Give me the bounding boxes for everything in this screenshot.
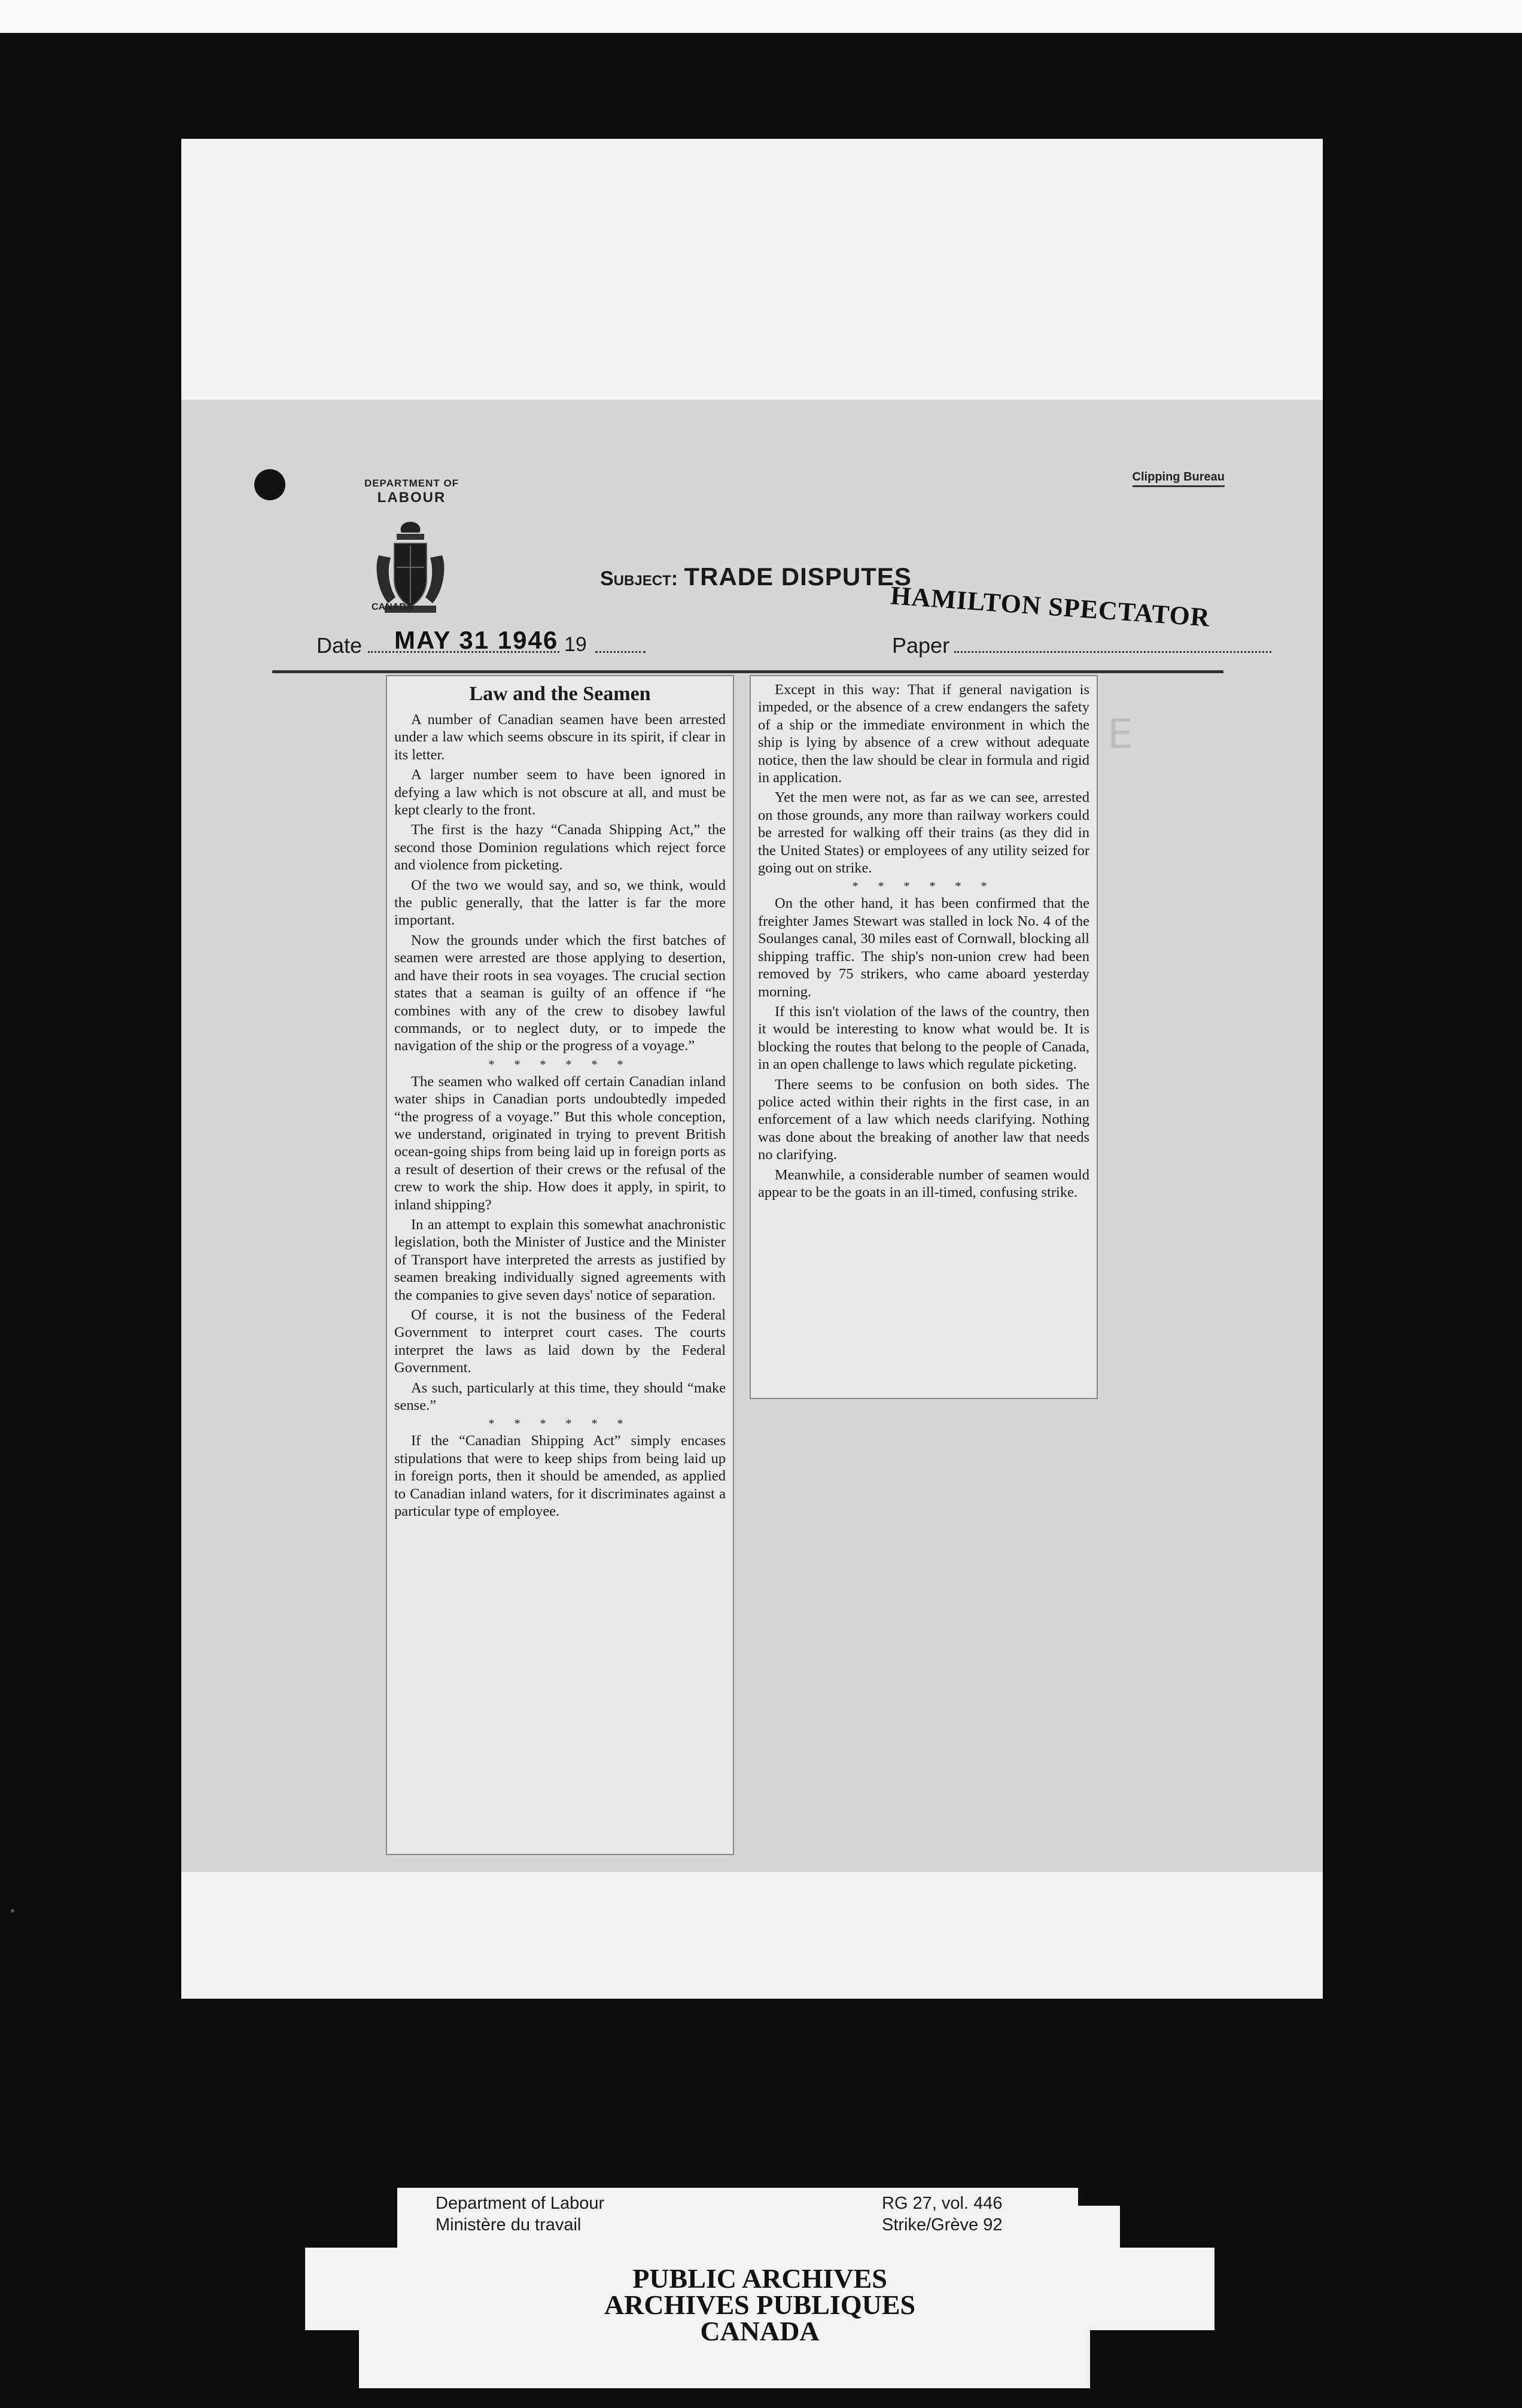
archives-stamp xyxy=(305,2263,1214,2346)
article-paragraph: A larger number seem to have been ignored in defying a law which is not obscure at all, and must be kept clearly to the front. xyxy=(394,767,726,819)
label-strike-number: Strike/Grève 92 xyxy=(882,2215,1003,2234)
article-paragraph: The first is the hazy “Canada Shipping Act,” the second those Dominion regulations which reject force and violence from picketing. xyxy=(394,822,726,874)
subject-value: TRADE DISPUTES xyxy=(684,563,912,591)
article-paragraph: Of the two we would say, and so, we think, would the public generally, that the latter is far the more important. xyxy=(394,877,726,929)
paper-label: Paper xyxy=(892,633,950,658)
archives-stamp-line2: ARCHIVES PUBLIQUES xyxy=(604,2290,916,2320)
label-reference xyxy=(882,2193,1003,2236)
article-paragraph: On the other hand, it has been confirmed that the freighter James Stewart was stalled in lock No. 4 of the Soulanges canal, 30 miles east of Cornwall, blocking all shipping traffic. The ship's non-union crew had been removed by 75 strikers, who came aboard yesterday morning. xyxy=(758,895,1089,1000)
article-paragraph: The seamen who walked off certain Canadian inland water ships in Canadian ports undoubtedly impeded “the progress of a voyage.” But this whole conception, we understand, originated in trying to prevent British ocean-going ships from being laid up in foreign ports as a result of desertion of their crews or the refusal of the crew to work the ship. How does it apply, in spirit, to inland shipping? xyxy=(394,1073,726,1213)
article-paragraph: If this isn't violation of the laws of the country, then it would be interesting to know what would be. It is blocking the routes that belong to the people of Canada, in an open challenge to laws which regulate picketing. xyxy=(758,1003,1089,1073)
paper-name-stamp: HAMILTON SPECTATOR xyxy=(889,580,1211,633)
label-department xyxy=(436,2193,604,2236)
date-label: Date xyxy=(316,633,363,658)
margin-pencil-mark: E xyxy=(1107,711,1133,758)
archives-stamp-line1: PUBLIC ARCHIVES xyxy=(632,2263,887,2294)
label-department-fr: Ministère du travail xyxy=(436,2215,582,2234)
article-paragraph: In an attempt to explain this somewhat anachronistic legislation, both the Minister of Justice and the Minister of Transport have interpreted the arrests as justified by seamen breaking individually signed agreements with the companies to give seven days' notice of separation. xyxy=(394,1216,726,1303)
clipping-form xyxy=(181,400,1323,1872)
article-clipping-column-1 xyxy=(386,675,734,1855)
date-paper-row xyxy=(316,626,1274,662)
clipping-bureau-label: Clipping Bureau xyxy=(1133,470,1225,487)
department-heading xyxy=(343,478,480,506)
coat-of-arms-icon xyxy=(372,519,449,615)
article-paragraph: As such, particularly at this time, they should “make sense.” xyxy=(394,1379,726,1414)
date-stamp: MAY 31 1946 xyxy=(394,626,559,654)
section-divider: * * * * * * xyxy=(488,1057,632,1071)
year-label: 19 xyxy=(564,633,587,656)
header-rule xyxy=(272,670,1223,673)
article-paragraph: Yet the men were not, as far as we can see, arrested on those grounds, any more than railway workers could be arrested for walking off their trains (as they did in the United States) or employees of any utility seized for going out on strike. xyxy=(758,789,1089,877)
top-margin-strip xyxy=(0,0,1522,33)
article-paragraph: Except in this way: That if general navigation is impeded, or the absence of a crew endangers the safety of a ship or the immediate environment in which the ship is lying by absence of a crew without adequate notice, then the law should be clear in formula and rigid in application. xyxy=(758,682,1089,786)
year-dotted-line xyxy=(595,651,646,653)
department-line2: LABOUR xyxy=(377,489,446,506)
article-title: Law and the Seamen xyxy=(469,683,651,705)
label-department-en: Department of Labour xyxy=(436,2194,605,2213)
subject-line xyxy=(600,563,912,591)
archives-stamp-line3: CANADA xyxy=(700,2316,820,2346)
crest-caption: CANADA xyxy=(372,602,413,612)
article-paragraph: There seems to be confusion on both sides. The police acted within their rights in the first case, in an enforcement of a law which needs clarifying. Nothing was done about the breaking of another law that needs no clarifying. xyxy=(758,1076,1089,1163)
article-clipping-column-2 xyxy=(750,675,1098,1399)
article-paragraph: Now the grounds under which the first batches of seamen were arrested are those applying to desertion, and have their roots in sea voyages. The crucial section states that a seaman is guilty of an offence if “he combines with any of the crew to disobey lawful commands, or to neglect duty, or to impede the navigation of the ship or the progress of a voyage.” xyxy=(394,932,726,1054)
label-notch xyxy=(1078,2206,1120,2248)
section-divider: * * * * * * xyxy=(488,1417,632,1431)
label-record-group: RG 27, vol. 446 xyxy=(882,2194,1003,2213)
punch-hole xyxy=(254,469,285,500)
article-paragraph: Of course, it is not the business of the Federal Government to interpret court cases. The courts interpret the laws as laid down by the Federal Government. xyxy=(394,1307,726,1376)
film-speck xyxy=(11,1909,14,1913)
section-divider: * * * * * * xyxy=(852,880,996,893)
article-paragraph: If the “Canadian Shipping Act” simply encases stipulations that were to keep ships from being laid up in foreign ports, then it should be amended, as applied to Canadian inland waters, for it discriminates against a particular type of employee. xyxy=(394,1433,726,1520)
archive-label-card xyxy=(305,2188,1214,2388)
paper-dotted-line xyxy=(954,651,1271,653)
article-paragraph: A number of Canadian seamen have been arrested under a law which seems obscure in its spirit, if clear in its letter. xyxy=(394,712,726,763)
department-line1: DEPARTMENT OF xyxy=(364,478,459,489)
article-paragraph: Meanwhile, a considerable number of seamen would appear to be the goats in an ill-timed, confusing strike. xyxy=(758,1166,1089,1200)
subject-label: Subject: xyxy=(600,567,678,590)
